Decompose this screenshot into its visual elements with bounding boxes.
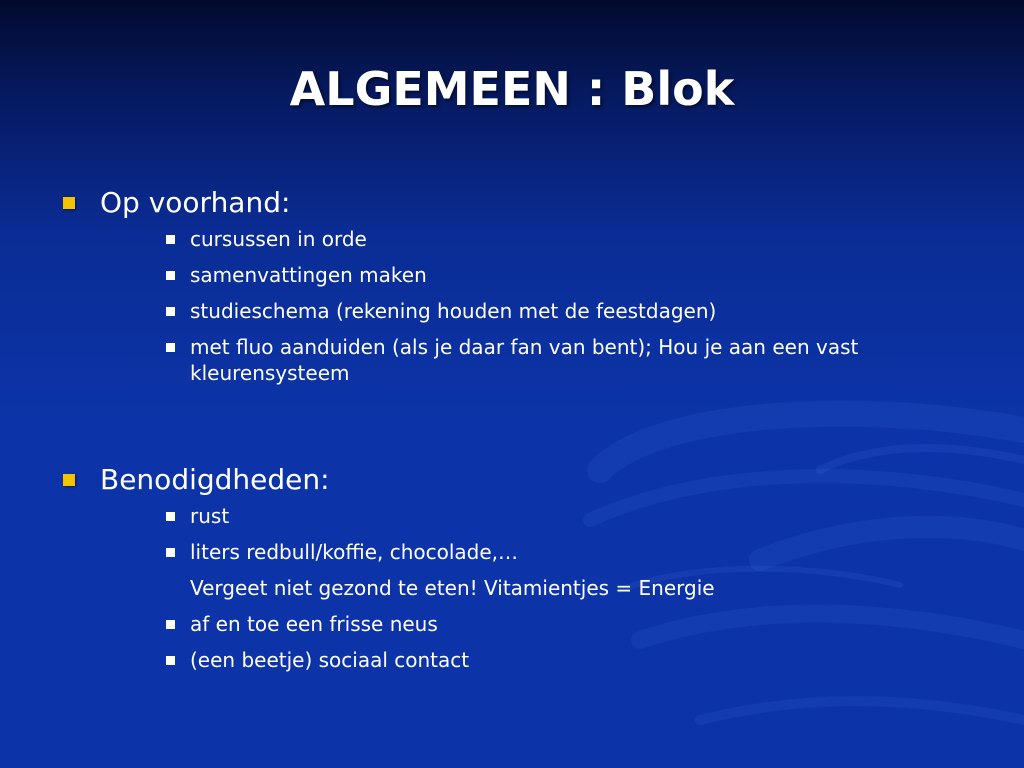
list-item-text: cursussen in orde [190,227,367,251]
list-item [0,262,1024,298]
list-item [0,539,1024,575]
section-heading-text: Benodigdheden: [100,463,330,496]
white-square-bullet-icon [166,512,175,521]
list-item [0,298,1024,334]
section-heading-text: Op voorhand: [100,186,291,219]
section-heading [0,186,1024,226]
list-item [0,611,1024,647]
white-square-bullet-icon [166,620,175,629]
list-item [0,334,1024,386]
section-benodigdheden [0,463,1024,683]
list-item [0,226,1024,262]
list-item-text: (een beetje) sociaal contact [190,648,470,672]
list-item-text: af en toe een frisse neus [190,612,438,636]
section-heading [0,463,1024,503]
list-item-text: samenvattingen maken [190,263,427,287]
list-item [0,647,1024,683]
list-item-text: liters redbull/koffie, chocolade,… [190,540,519,564]
list-item-continuation [0,575,1024,611]
white-square-bullet-icon [166,656,175,665]
list-item-text: rust [190,504,230,528]
white-square-bullet-icon [166,343,175,352]
list-item [0,503,1024,539]
white-square-bullet-icon [166,307,175,316]
list-item-text: Vergeet niet gezond te eten! Vitamientjes = Energie [190,576,715,600]
yellow-square-bullet-icon [63,474,75,486]
yellow-square-bullet-icon [63,197,75,209]
section-op-voorhand [0,186,1024,386]
white-square-bullet-icon [166,548,175,557]
white-square-bullet-icon [166,235,175,244]
list-item-text: studieschema (rekening houden met de feestdagen) [190,299,717,323]
slide-title: ALGEMEEN : Blok [289,62,735,116]
white-square-bullet-icon [166,271,175,280]
list-item-text: met fluo aanduiden (als je daar fan van bent); Hou je aan een vast kleurensysteem [190,335,859,385]
